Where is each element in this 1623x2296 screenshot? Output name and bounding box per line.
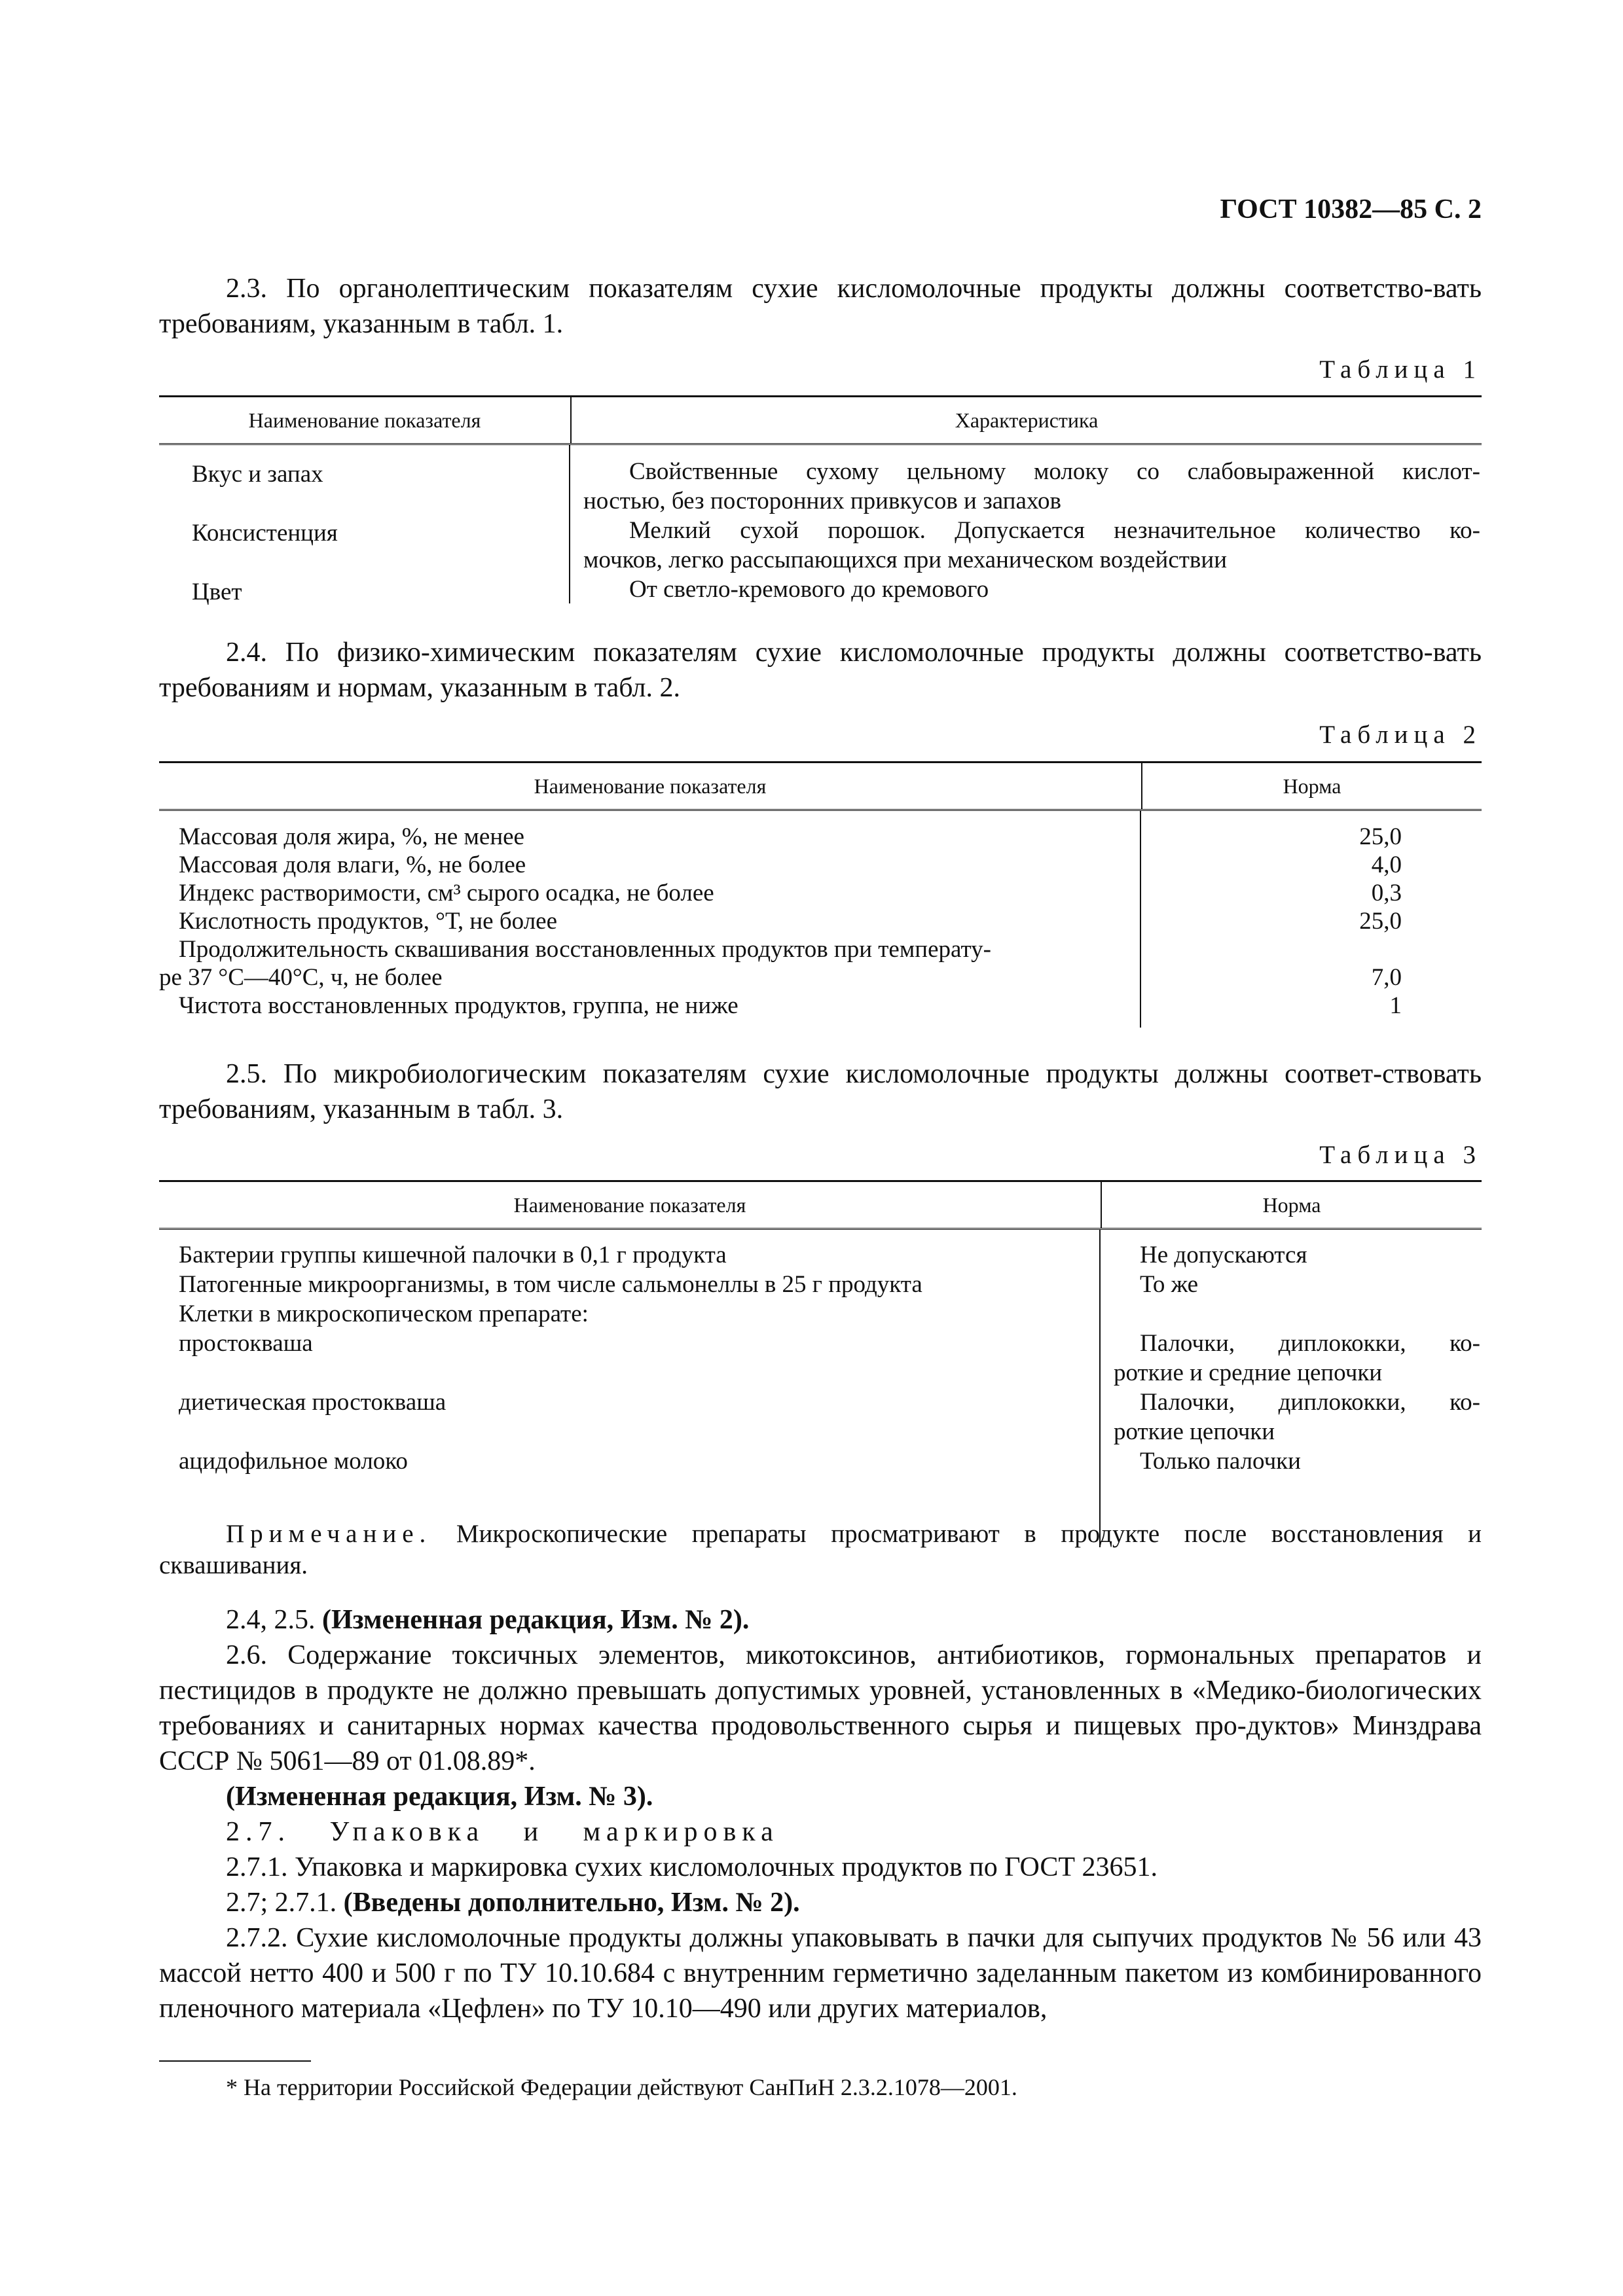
table-cell: Палочки, диплококки, ко- [1140, 1389, 1480, 1416]
table-row-name: Бактерии группы кишечной палочки в 0,1 г продукта [179, 1242, 727, 1268]
table-3-note [159, 1518, 1482, 1581]
table-row-name: ацидофильное молоко [179, 1448, 408, 1475]
table-1-header [159, 397, 1482, 445]
section-2-6-block [159, 1602, 1482, 2026]
paragraph-2-4: 2.4. По физико-химическим показателям сухие кисломолочные продукты должны соответство-вать требованиям и нормам, указанным в табл. 2. [159, 637, 1482, 703]
paragraph-2-7-1: 2.7.1. Упаковка и маркировка сухих кисломолочных продуктов по ГОСТ 23651. [226, 1852, 1158, 1882]
table-row-name: Массовая доля влаги, %, не более [179, 852, 526, 878]
table-3 [159, 1180, 1482, 1547]
table-cell-value: 25,0 [1359, 823, 1402, 850]
table-row-name: Массовая доля жира, %, не менее [179, 823, 524, 850]
page-header: ГОСТ 10382—85 С. 2 [1220, 194, 1482, 224]
table-1-title: Таблица 1 [1319, 355, 1482, 384]
table-3-col-name: Наименование показателя [159, 1182, 1102, 1228]
table-row-name: Консистенция [192, 520, 338, 547]
table-row-name: Индекс растворимости, см³ сырого осадка, не более [179, 880, 714, 906]
footnote-rule [159, 2060, 311, 2062]
table-3-col-norm: Норма [1262, 1193, 1321, 1217]
table-cell-value: 7,0 [1371, 964, 1402, 991]
section-2-7-title: 2.7. Упаковка и маркировка [226, 1817, 779, 1847]
edit-note-2-6: (Измененная редакция, Изм. № 3). [226, 1782, 653, 1812]
paragraph-2-5: 2.5. По микробиологическим показателям сухие кисломолочные продукты должны соответ-ствовать требованиям, указанным в табл. 3. [159, 1059, 1482, 1124]
edit-note-2-4: 2.4, 2.5. (Измененная редакция, Изм. № 2). [226, 1605, 750, 1635]
table-row-name: Вкус и запах [192, 461, 323, 488]
table-cell-value [1141, 935, 1402, 963]
table-1 [159, 395, 1482, 604]
table-cell: мочков, легко рассыпающихся при механическом воздействии [583, 547, 1227, 573]
table-1-body [159, 445, 1482, 604]
table-cell: От светло-кремового до кремового [629, 576, 989, 603]
paragraph-2-6: 2.6. Содержание токсичных элементов, микотоксинов, антибиотиков, гормональных препаратов и пестицидов в продукте не должно превышать допустимых уровней, установленных в «Медико-биологических требованиях и санитарных нормах качества продовольственного сырья и пищевых про-дуктов» Минздрава СССР № 5061—89 от 01.08.89*. [159, 1640, 1482, 1776]
table-row-name: Продолжительность сквашивания восстановленных продуктов при температу- [179, 936, 991, 963]
table-cell: роткие и средние цепочки [1114, 1359, 1383, 1386]
table-row-name: Цвет [192, 579, 242, 605]
table-cell: роткие цепочки [1114, 1418, 1275, 1445]
table-3-title: Таблица 3 [1319, 1141, 1482, 1169]
table-row-name: простокваша [179, 1330, 313, 1357]
table-cell: Палочки, диплококки, ко- [1140, 1330, 1480, 1357]
table-cell: Свойственные сухому цельному молоку со слабовыраженной кислот- [629, 458, 1480, 485]
table-cell-value: 25,0 [1359, 908, 1402, 935]
table-cell-value: 1 [1389, 992, 1402, 1019]
table-2-body [159, 811, 1482, 1028]
edit-note-2-7: 2.7; 2.7.1. (Введены дополнительно, Изм. № 2). [226, 1888, 800, 1918]
table-1-col-name: Наименование показателя [159, 397, 572, 443]
note-text: Микроскопические препараты просматривают в продукте после восстановления и сквашивания. [159, 1520, 1482, 1579]
table-2-col-norm: Норма [1283, 774, 1341, 798]
table-cell: Мелкий сухой порошок. Допускается незначительное количество ко- [629, 517, 1480, 544]
table-row-name: диетическая простокваша [179, 1389, 447, 1416]
paragraph-2-3: 2.3. По органолептическим показателям сухие кисломолочные продукты должны соответство-вать требованиям, указанным в табл. 1. [159, 274, 1482, 339]
table-cell: ностью, без посторонних привкусов и запахов [583, 488, 1061, 514]
table-2-col-name: Наименование показателя [159, 763, 1142, 809]
table-cell-value: 4,0 [1371, 852, 1402, 878]
table-row-name: Чистота восстановленных продуктов, группа, не ниже [179, 992, 739, 1019]
table-3-header [159, 1182, 1482, 1230]
table-2-title: Таблица 2 [1319, 721, 1482, 749]
table-row-name: Кислотность продуктов, °Т, не более [179, 908, 557, 935]
table-row-name: ре 37 °С—40°С, ч, не более [159, 964, 443, 991]
table-cell-value: 0,3 [1371, 880, 1402, 906]
table-2 [159, 761, 1482, 1028]
paragraph-2-7-2: 2.7.2. Сухие кисломолочные продукты должны упаковывать в пачки для сыпучих продуктов № 56 или 43 массой нетто 400 и 500 г по ТУ 10.10.684 с внутренним герметично заделанным пакетом из комбинированного пленочного материала «Цефлен» по ТУ 10.10—490 или других материалов, [159, 1923, 1482, 2024]
table-cell: Только палочки [1140, 1448, 1301, 1475]
footnote: * На территории Российской Федерации действуют СанПиН 2.3.2.1078—2001. [226, 2074, 1017, 2100]
table-3-body [159, 1230, 1482, 1547]
table-row-name: Клетки в микроскопическом препарате: [179, 1300, 589, 1327]
table-1-col-char: Характеристика [955, 408, 1099, 432]
note-label: Примечание. [226, 1520, 432, 1548]
table-2-header [159, 763, 1482, 811]
table-cell: Не допускаются [1140, 1242, 1307, 1268]
table-row-name: Патогенные микроорганизмы, в том числе сальмонеллы в 25 г продукта [179, 1271, 922, 1298]
table-cell: То же [1140, 1271, 1199, 1298]
